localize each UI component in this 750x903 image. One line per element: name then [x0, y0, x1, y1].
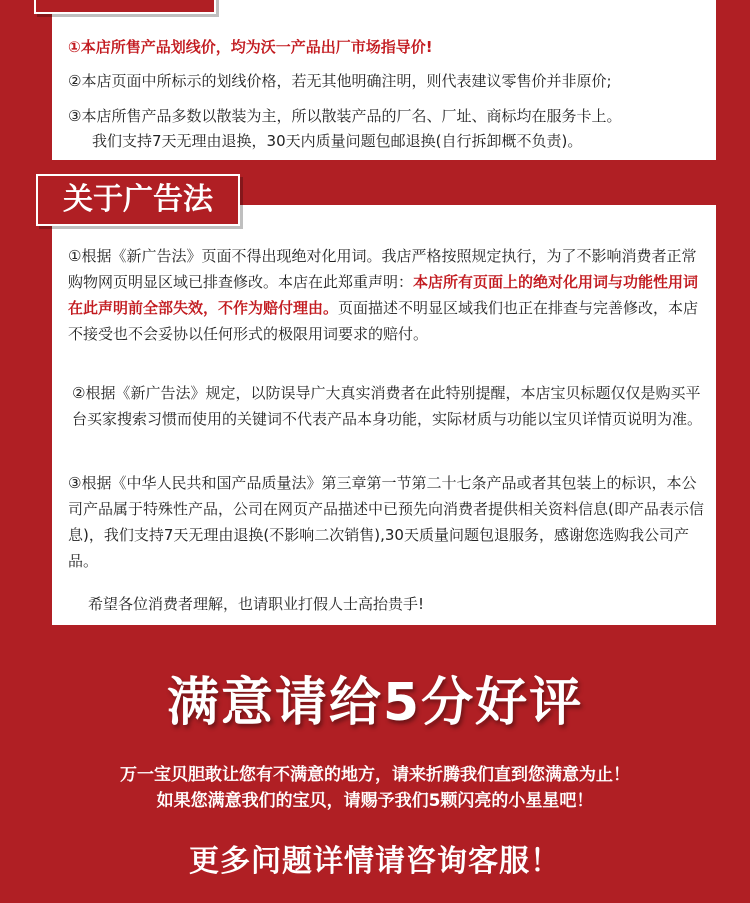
- rating-title: 满意请给5分好评: [166, 673, 584, 733]
- ad-law-heading: 关于广告法: [36, 174, 240, 226]
- rating-line-2: 如果您满意我们的宝贝，请赐予我们5颗闪亮的小星星吧！: [156, 791, 594, 811]
- notice-item-1: ①本店所售产品划线价，均为沃一产品出厂市场指导价!: [68, 38, 433, 56]
- ad-law-paragraph-2: ②根据《新广告法》规定，以防误导广大真实消费者在此特别提醒，本店宝贝标题仅仅是购买平台买家搜索习惯而使用的关键词不代表产品本身功能，实际材质与功能以宝贝详情页说明为准。: [72, 384, 703, 428]
- ad-law-paragraph-1: ①根据《新广告法》页面不得出现绝对化用词。我店严格按照规定执行，为了不影响消费者正常购物网页明显区域已排查修改。本店在此郑重声明：本店所有页面上的绝对化用词与功能性用词在此声明前全部失效，不作为赔付理由。页面描述不明显区域我们也正在排查与完善修改，本店不接受也不会妥协以任何形式的极限用词要求的赔付。: [68, 247, 699, 343]
- notice-item-3: ③本店所售产品多数以散装为主，所以散装产品的厂名、厂址、商标均在服务卡上。: [68, 107, 622, 125]
- contact-service-footer: 更多问题详情请咨询客服！: [189, 844, 561, 879]
- rating-line-1: 万一宝贝胆敢让您有不满意的地方，请来折腾我们直到您满意为止！: [120, 765, 630, 785]
- notice-item-2: ②本店页面中所标示的划线价格，若无其他明确注明，则代表建议零售价并非原价;: [68, 72, 612, 90]
- disclaimer-highlight: 本店所有页面上的绝对化用词与功能性用词在此声明前全部失效，不作为赔付理由。: [68, 273, 699, 317]
- notice-item-3-cont: 我们支持7天无理由退换，30天内质量问题包邮退换(自行拆卸概不负责)。: [92, 132, 583, 150]
- ad-law-paragraph-3: ③根据《中华人民共和国产品质量法》第三章第一节第二十七条产品或者其包装上的标识，本公司产品属于特殊性产品，公司在网页产品描述中已预先向消费者提供相关资料信息(即产品表示信息)，我们支持7天无理由退换(不影响二次销售),30天质量问题包退服务，感谢您选购我公司产品。: [68, 474, 704, 570]
- closing-note: 希望各位消费者理解，也请职业打假人士高抬贵手!: [88, 595, 425, 613]
- important-notice-heading: [34, 0, 216, 14]
